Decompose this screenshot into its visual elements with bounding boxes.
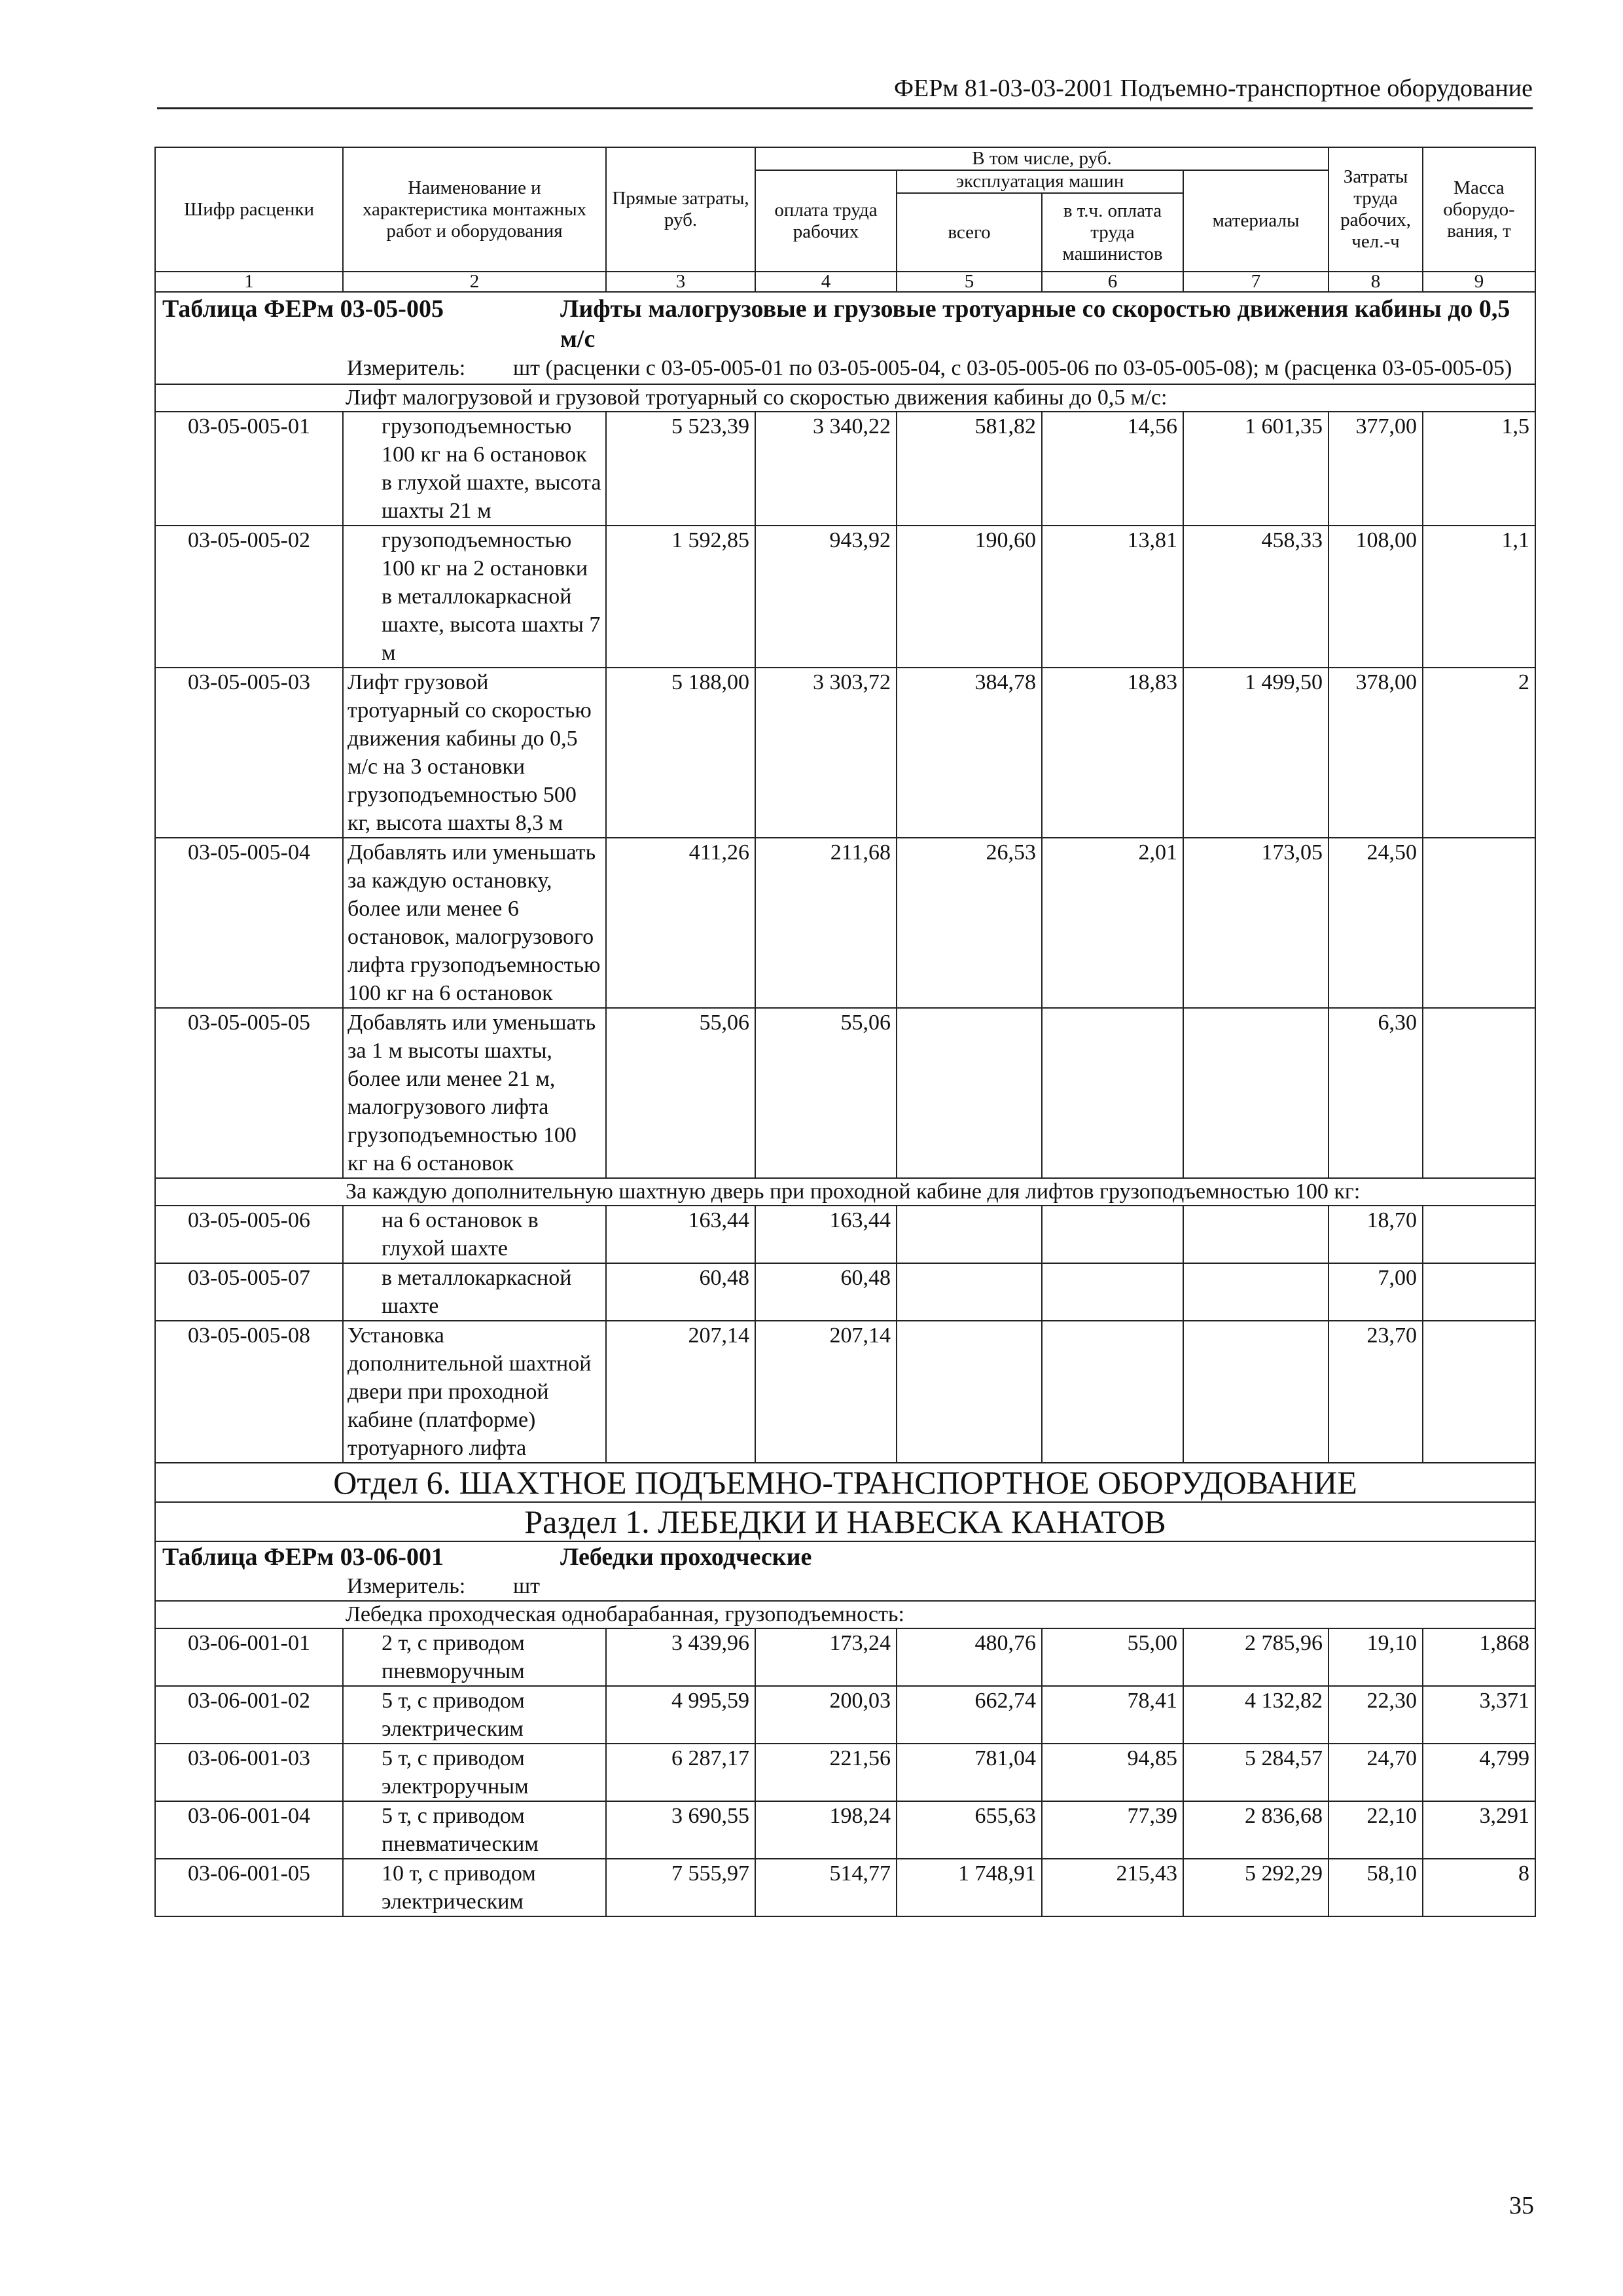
rate-name: в металлокаркасной шахте: [343, 1263, 606, 1321]
direct-cost: 4 995,59: [606, 1686, 755, 1744]
labor-hours: 24,50: [1329, 838, 1423, 1008]
column-number: 4: [755, 272, 897, 292]
rate-code: 03-05-005-04: [155, 838, 343, 1008]
labor-hours: 378,00: [1329, 668, 1423, 838]
table1-title-row: [155, 292, 1535, 354]
column-number: 1: [155, 272, 343, 292]
table1-meter-row: [155, 354, 1535, 384]
equipment-mass: [1423, 838, 1535, 1008]
table1-meter-label: Измеритель:: [347, 356, 466, 380]
machines-total: 662,74: [897, 1686, 1042, 1744]
labor-hours: 7,00: [1329, 1263, 1423, 1321]
col-head-machines-labor: в т.ч. оплата труда машинистов: [1042, 193, 1183, 272]
labor-pay: 163,44: [755, 1206, 897, 1263]
rate-name: 5 т, с приводом пневматическим: [343, 1801, 606, 1859]
labor-hours: 23,70: [1329, 1321, 1423, 1463]
rate-name: Добавлять или уменьшать за каждую остановку, более или менее 6 остановок, малогрузового лифта грузоподъемностью 100 кг на 6 остановок: [343, 838, 606, 1008]
col-head-labor-pay: оплата труда рабочих: [755, 170, 897, 272]
labor-hours: 58,10: [1329, 1859, 1423, 1916]
section-title: Раздел 1. ЛЕБЕДКИ И НАВЕСКА КАНАТОВ: [155, 1502, 1535, 1541]
rate-code: 03-05-005-08: [155, 1321, 343, 1463]
labor-hours: 108,00: [1329, 526, 1423, 668]
machines-labor: [1042, 1263, 1183, 1321]
rate-name: Добавлять или уменьшать за 1 м высоты шахты, более или менее 21 м, малогрузового лифта грузоподъемностью 100 кг на 6 остановок: [343, 1008, 606, 1178]
machines-labor: 55,00: [1042, 1628, 1183, 1686]
direct-cost: 411,26: [606, 838, 755, 1008]
table-row: [155, 1628, 1535, 1686]
labor-hours: 377,00: [1329, 412, 1423, 526]
col-head-materials: материалы: [1183, 170, 1329, 272]
rate-name: на 6 остановок в глухой шахте: [343, 1206, 606, 1263]
col-head-code: Шифр расценки: [155, 147, 343, 272]
table-row: [155, 412, 1535, 526]
column-number: 7: [1183, 272, 1329, 292]
labor-hours: 18,70: [1329, 1206, 1423, 1263]
rate-code: 03-05-005-01: [155, 412, 343, 526]
materials: 458,33: [1183, 526, 1329, 668]
table2-group1: Лебедка проходческая однобарабанная, грузоподъемность:: [155, 1601, 1535, 1628]
column-number: 5: [897, 272, 1042, 292]
machines-labor: 78,41: [1042, 1686, 1183, 1744]
machines-total: 384,78: [897, 668, 1042, 838]
rate-code: 03-05-005-06: [155, 1206, 343, 1263]
direct-cost: 3 690,55: [606, 1801, 755, 1859]
labor-pay: 211,68: [755, 838, 897, 1008]
rate-code: 03-06-001-05: [155, 1859, 343, 1916]
rate-code: 03-06-001-03: [155, 1744, 343, 1801]
table1-group2: За каждую дополнительную шахтную дверь при проходной кабине для лифтов грузоподъемностью 100 кг:: [155, 1178, 1535, 1206]
table-row: [155, 526, 1535, 668]
labor-pay: 173,24: [755, 1628, 897, 1686]
page-number: 35: [1509, 2192, 1534, 2219]
direct-cost: 5 523,39: [606, 412, 755, 526]
machines-labor: 215,43: [1042, 1859, 1183, 1916]
equipment-mass: [1423, 1321, 1535, 1463]
machines-total: 655,63: [897, 1801, 1042, 1859]
labor-pay: 3 303,72: [755, 668, 897, 838]
equipment-mass: [1423, 1008, 1535, 1178]
direct-cost: 207,14: [606, 1321, 755, 1463]
table1-label: Таблица ФЕРм 03-05-005: [162, 295, 444, 323]
table-row: [155, 668, 1535, 838]
table1-meter-text: шт (расценки с 03-05-005-01 по 03-05-005-04, с 03-05-005-06 по 03-05-005-08); м (расценка 03-05-005-05): [513, 356, 1512, 380]
table2-meter-text: шт: [513, 1574, 541, 1598]
labor-hours: 6,30: [1329, 1008, 1423, 1178]
rate-name: 5 т, с приводом электрическим: [343, 1686, 606, 1744]
table2-title: Лебедки проходческие: [560, 1543, 812, 1571]
equipment-mass: 3,291: [1423, 1801, 1535, 1859]
labor-hours: 22,10: [1329, 1801, 1423, 1859]
table2-label: Таблица ФЕРм 03-06-001: [162, 1543, 444, 1571]
rate-code: 03-05-005-02: [155, 526, 343, 668]
col-head-direct: Прямые затраты, руб.: [606, 147, 755, 272]
table-row: [155, 1801, 1535, 1859]
equipment-mass: [1423, 1206, 1535, 1263]
table1-group1-row: [155, 384, 1535, 412]
machines-total: [897, 1321, 1042, 1463]
equipment-mass: 4,799: [1423, 1744, 1535, 1801]
table2-group1-row: [155, 1601, 1535, 1628]
table2-meter-row: [155, 1572, 1535, 1601]
machines-total: 1 748,91: [897, 1859, 1042, 1916]
labor-pay: 207,14: [755, 1321, 897, 1463]
labor-pay: 55,06: [755, 1008, 897, 1178]
rate-name: Лифт грузовой тротуарный со скоростью движения кабины до 0,5 м/с на 3 остановки грузоподъемностью 500 кг, высота шахты 8,3 м: [343, 668, 606, 838]
column-number: 3: [606, 272, 755, 292]
labor-pay: 221,56: [755, 1744, 897, 1801]
machines-labor: 2,01: [1042, 838, 1183, 1008]
rate-name: 2 т, с приводом пневморучным: [343, 1628, 606, 1686]
division-title-row: [155, 1463, 1535, 1502]
direct-cost: 7 555,97: [606, 1859, 755, 1916]
column-number: 2: [343, 272, 606, 292]
equipment-mass: 1,868: [1423, 1628, 1535, 1686]
direct-cost: 1 592,85: [606, 526, 755, 668]
machines-total: [897, 1008, 1042, 1178]
materials: 4 132,82: [1183, 1686, 1329, 1744]
direct-cost: 5 188,00: [606, 668, 755, 838]
machines-labor: [1042, 1321, 1183, 1463]
machines-labor: [1042, 1206, 1183, 1263]
materials: [1183, 1008, 1329, 1178]
equipment-mass: 3,371: [1423, 1686, 1535, 1744]
column-number: 6: [1042, 272, 1183, 292]
table-row: [155, 1744, 1535, 1801]
machines-labor: [1042, 1008, 1183, 1178]
materials: 1 601,35: [1183, 412, 1329, 526]
labor-pay: 200,03: [755, 1686, 897, 1744]
equipment-mass: 8: [1423, 1859, 1535, 1916]
col-head-labor-cost: Затраты труда рабочих, чел.-ч: [1329, 147, 1423, 272]
table-row: [155, 1206, 1535, 1263]
direct-cost: 163,44: [606, 1206, 755, 1263]
machines-total: [897, 1263, 1042, 1321]
rate-name: 10 т, с приводом электрическим: [343, 1859, 606, 1916]
materials: 1 499,50: [1183, 668, 1329, 838]
rate-name: грузоподъемностью 100 кг на 6 остановок в глухой шахте, высота шахты 21 м: [343, 412, 606, 526]
section-title-row: [155, 1502, 1535, 1541]
rate-code: 03-05-005-05: [155, 1008, 343, 1178]
table-row: [155, 1859, 1535, 1916]
materials: 2 836,68: [1183, 1801, 1329, 1859]
rate-name: Установка дополнительной шахтной двери при проходной кабине (платформе) тротуарного лифта: [343, 1321, 606, 1463]
materials: 5 284,57: [1183, 1744, 1329, 1801]
machines-labor: 94,85: [1042, 1744, 1183, 1801]
labor-hours: 22,30: [1329, 1686, 1423, 1744]
machines-labor: 14,56: [1042, 412, 1183, 526]
machines-labor: 77,39: [1042, 1801, 1183, 1859]
labor-pay: 198,24: [755, 1801, 897, 1859]
materials: [1183, 1263, 1329, 1321]
labor-hours: 24,70: [1329, 1744, 1423, 1801]
labor-pay: 3 340,22: [755, 412, 897, 526]
materials: 173,05: [1183, 838, 1329, 1008]
running-header: ФЕРм 81-03-03-2001 Подъемно-транспортное оборудование: [894, 75, 1533, 102]
materials: 2 785,96: [1183, 1628, 1329, 1686]
machines-total: 581,82: [897, 412, 1042, 526]
machines-total: 480,76: [897, 1628, 1042, 1686]
table2-meter-label: Измеритель:: [347, 1574, 466, 1598]
labor-pay: 514,77: [755, 1859, 897, 1916]
col-head-incl: В том числе, руб.: [755, 147, 1329, 170]
equipment-mass: 1,5: [1423, 412, 1535, 526]
rate-code: 03-05-005-07: [155, 1263, 343, 1321]
materials: 5 292,29: [1183, 1859, 1329, 1916]
rate-code: 03-06-001-01: [155, 1628, 343, 1686]
machines-total: [897, 1206, 1042, 1263]
machines-total: 781,04: [897, 1744, 1042, 1801]
machines-total: 26,53: [897, 838, 1042, 1008]
equipment-mass: 1,1: [1423, 526, 1535, 668]
header-rule: [157, 107, 1533, 109]
rate-name: грузоподъемностью 100 кг на 2 остановки в металлокаркасной шахте, высота шахты 7 м: [343, 526, 606, 668]
direct-cost: 55,06: [606, 1008, 755, 1178]
direct-cost: 60,48: [606, 1263, 755, 1321]
column-number: 9: [1423, 272, 1535, 292]
machines-total: 190,60: [897, 526, 1042, 668]
col-head-machines: эксплуатация машин: [897, 170, 1183, 193]
machines-labor: 13,81: [1042, 526, 1183, 668]
rate-code: 03-06-001-02: [155, 1686, 343, 1744]
machines-labor: 18,83: [1042, 668, 1183, 838]
labor-pay: 60,48: [755, 1263, 897, 1321]
equipment-mass: 2: [1423, 668, 1535, 838]
materials: [1183, 1206, 1329, 1263]
table-row: [155, 1008, 1535, 1178]
direct-cost: 6 287,17: [606, 1744, 755, 1801]
col-head-mass: Масса оборудо-вания, т: [1423, 147, 1535, 272]
rates-table: [154, 147, 1536, 1917]
table-row: [155, 1321, 1535, 1463]
division-title: Отдел 6. ШАХТНОЕ ПОДЪЕМНО-ТРАНСПОРТНОЕ ОБОРУДОВАНИЕ: [155, 1463, 1535, 1502]
column-numbers-row: [155, 272, 1535, 292]
col-head-machines-total: всего: [897, 193, 1042, 272]
direct-cost: 3 439,96: [606, 1628, 755, 1686]
column-number: 8: [1329, 272, 1423, 292]
table2-title-row: [155, 1541, 1535, 1572]
col-head-name: Наименование и характеристика монтажных работ и оборудования: [343, 147, 606, 272]
table-row: [155, 838, 1535, 1008]
labor-pay: 943,92: [755, 526, 897, 668]
labor-hours: 19,10: [1329, 1628, 1423, 1686]
materials: [1183, 1321, 1329, 1463]
table-row: [155, 1263, 1535, 1321]
rate-code: 03-05-005-03: [155, 668, 343, 838]
rate-name: 5 т, с приводом электроручным: [343, 1744, 606, 1801]
table1-group1: Лифт малогрузовой и грузовой тротуарный со скоростью движения кабины до 0,5 м/с:: [155, 384, 1535, 412]
table-row: [155, 1686, 1535, 1744]
table1-title: Лифты малогрузовые и грузовые тротуарные со скоростью движения кабины до 0,5 м/с: [560, 295, 1510, 353]
rate-code: 03-06-001-04: [155, 1801, 343, 1859]
equipment-mass: [1423, 1263, 1535, 1321]
table1-group2-row: [155, 1178, 1535, 1206]
